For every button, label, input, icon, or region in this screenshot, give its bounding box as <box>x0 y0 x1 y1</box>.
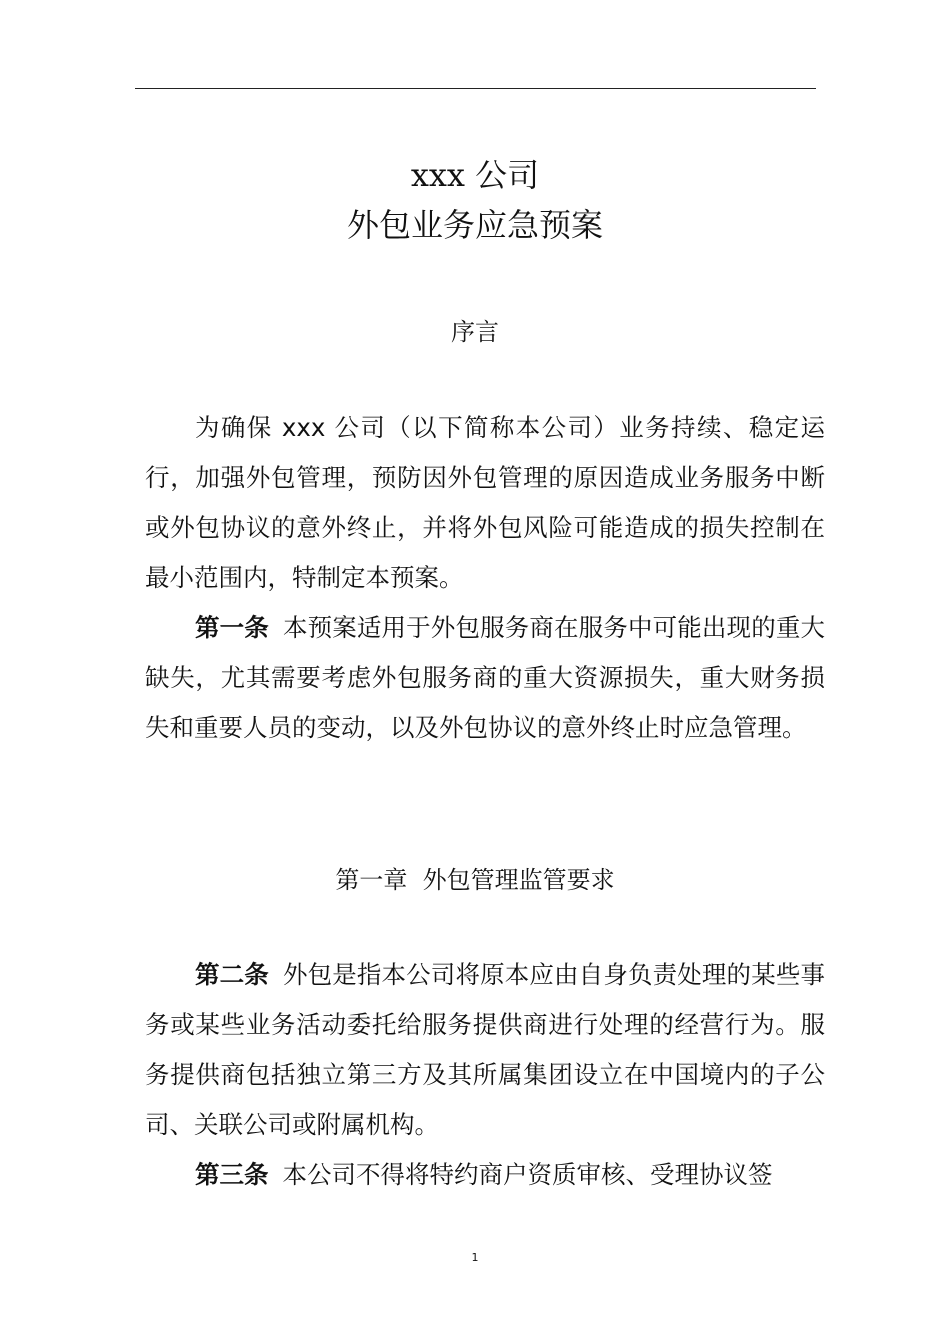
article-1-text: 本预案适用于外包服务商在服务中可能出现的重大缺失，尤其需要考虑外包服务商的重大资源损失，重大财务损失和重要人员的变动，以及外包协议的意外终止时应急管理。 <box>145 613 825 742</box>
header-rule <box>135 88 816 89</box>
preface-paragraph: 为确保 xxx 公司（以下简称本公司）业务持续、稳定运行，加强外包管理，预防因外包管理的原因造成业务服务中断或外包协议的意外终止，并将外包风险可能造成的损失控制在最小范围内，特制定本预案。 <box>145 413 825 592</box>
chapter-1-heading: 第一章 外包管理监管要求 <box>335 866 615 894</box>
article-1-label: 第一条 <box>195 613 269 642</box>
article-2-paragraph <box>145 950 825 1150</box>
article-2-label: 第二条 <box>195 960 269 989</box>
document-title: 外包业务应急预案 <box>346 206 603 244</box>
article-3-paragraph <box>145 1150 825 1200</box>
article-3-text: 本公司不得将特约商户资质审核、受理协议签 <box>282 1160 773 1189</box>
preface-heading: 序言 <box>451 318 499 346</box>
article-1-paragraph <box>145 603 825 753</box>
article-2-text: 外包是指本公司将原本应由自身负责处理的某些事务或某些业务活动委托给服务提供商进行处理的经营行为。服务提供商包括独立第三方及其所属集团设立在中国境内的子公司、关联公司或附属机构。 <box>145 960 825 1139</box>
page-number: 1 <box>471 1251 479 1264</box>
document-title-company: xxx 公司 <box>410 156 540 194</box>
article-3-label: 第三条 <box>195 1160 269 1189</box>
